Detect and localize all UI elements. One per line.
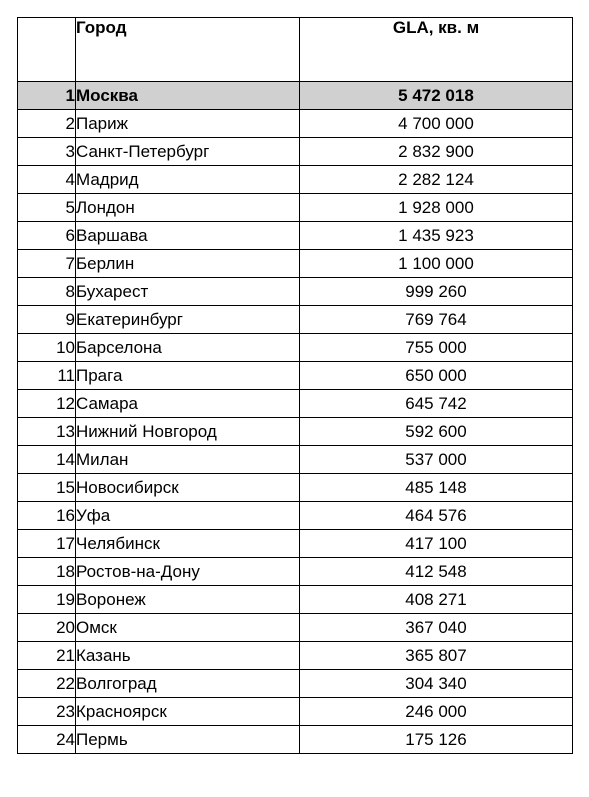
city-cell: Самара [76, 390, 300, 418]
gla-value-cell: 769 764 [300, 306, 573, 334]
city-cell: Пермь [76, 726, 300, 754]
rank-cell: 14 [18, 446, 76, 474]
table-row [18, 670, 573, 698]
city-cell: Уфа [76, 502, 300, 530]
table-body [18, 82, 573, 754]
rank-cell: 13 [18, 418, 76, 446]
rank-cell: 5 [18, 194, 76, 222]
table-row [18, 530, 573, 558]
city-cell: Воронеж [76, 586, 300, 614]
rank-cell: 9 [18, 306, 76, 334]
table-row [18, 82, 573, 110]
city-cell: Варшава [76, 222, 300, 250]
table-row [18, 586, 573, 614]
gla-value-cell: 592 600 [300, 418, 573, 446]
gla-value-cell: 999 260 [300, 278, 573, 306]
city-cell: Москва [76, 82, 300, 110]
table-row [18, 502, 573, 530]
city-cell: Екатеринбург [76, 306, 300, 334]
table-row [18, 138, 573, 166]
city-cell: Красноярск [76, 698, 300, 726]
rank-cell: 21 [18, 642, 76, 670]
city-cell: Нижний Новгород [76, 418, 300, 446]
gla-value-cell: 417 100 [300, 530, 573, 558]
gla-value-cell: 412 548 [300, 558, 573, 586]
gla-value-cell: 5 472 018 [300, 82, 573, 110]
gla-value-cell: 2 282 124 [300, 166, 573, 194]
rank-cell: 4 [18, 166, 76, 194]
table-row [18, 474, 573, 502]
table-header-row [18, 18, 573, 82]
city-cell: Милан [76, 446, 300, 474]
rank-cell: 6 [18, 222, 76, 250]
table-row [18, 698, 573, 726]
table-row [18, 166, 573, 194]
rank-cell: 19 [18, 586, 76, 614]
city-cell: Прага [76, 362, 300, 390]
city-cell: Новосибирск [76, 474, 300, 502]
gla-value-cell: 1 435 923 [300, 222, 573, 250]
gla-value-cell: 650 000 [300, 362, 573, 390]
table-row [18, 222, 573, 250]
table-row [18, 362, 573, 390]
gla-value-cell: 485 148 [300, 474, 573, 502]
table-row [18, 726, 573, 754]
city-cell: Лондон [76, 194, 300, 222]
rank-cell: 3 [18, 138, 76, 166]
gla-value-cell: 408 271 [300, 586, 573, 614]
gla-column-header: GLA, кв. м [300, 18, 573, 82]
gla-value-cell: 304 340 [300, 670, 573, 698]
gla-value-cell: 4 700 000 [300, 110, 573, 138]
gla-value-cell: 537 000 [300, 446, 573, 474]
rank-cell: 8 [18, 278, 76, 306]
rank-cell: 10 [18, 334, 76, 362]
table-row [18, 390, 573, 418]
table-row [18, 642, 573, 670]
gla-value-cell: 367 040 [300, 614, 573, 642]
city-cell: Бухарест [76, 278, 300, 306]
city-cell: Волгоград [76, 670, 300, 698]
city-cell: Челябинск [76, 530, 300, 558]
table-row [18, 306, 573, 334]
city-cell: Казань [76, 642, 300, 670]
gla-value-cell: 246 000 [300, 698, 573, 726]
table-row [18, 558, 573, 586]
table-row [18, 250, 573, 278]
rank-cell: 23 [18, 698, 76, 726]
gla-value-cell: 1 100 000 [300, 250, 573, 278]
city-cell: Барселона [76, 334, 300, 362]
gla-value-cell: 645 742 [300, 390, 573, 418]
rank-cell: 12 [18, 390, 76, 418]
rank-cell: 17 [18, 530, 76, 558]
rank-cell: 22 [18, 670, 76, 698]
rank-cell: 20 [18, 614, 76, 642]
city-cell: Омск [76, 614, 300, 642]
gla-value-cell: 755 000 [300, 334, 573, 362]
gla-value-cell: 175 126 [300, 726, 573, 754]
rank-column-header [18, 18, 76, 82]
gla-value-cell: 2 832 900 [300, 138, 573, 166]
table-row [18, 446, 573, 474]
table-row [18, 278, 573, 306]
table-row [18, 110, 573, 138]
table-row [18, 334, 573, 362]
rank-cell: 18 [18, 558, 76, 586]
city-cell: Ростов-на-Дону [76, 558, 300, 586]
gla-value-cell: 1 928 000 [300, 194, 573, 222]
table-row [18, 614, 573, 642]
table-row [18, 194, 573, 222]
rank-cell: 2 [18, 110, 76, 138]
gla-value-cell: 464 576 [300, 502, 573, 530]
rank-cell: 1 [18, 82, 76, 110]
rank-cell: 11 [18, 362, 76, 390]
city-column-header: Город [76, 18, 300, 82]
rank-cell: 15 [18, 474, 76, 502]
city-cell: Мадрид [76, 166, 300, 194]
city-cell: Берлин [76, 250, 300, 278]
rank-cell: 24 [18, 726, 76, 754]
city-cell: Санкт-Петербург [76, 138, 300, 166]
gla-value-cell: 365 807 [300, 642, 573, 670]
table-row [18, 418, 573, 446]
rank-cell: 16 [18, 502, 76, 530]
rank-cell: 7 [18, 250, 76, 278]
city-cell: Париж [76, 110, 300, 138]
gla-ranking-table [17, 17, 573, 754]
